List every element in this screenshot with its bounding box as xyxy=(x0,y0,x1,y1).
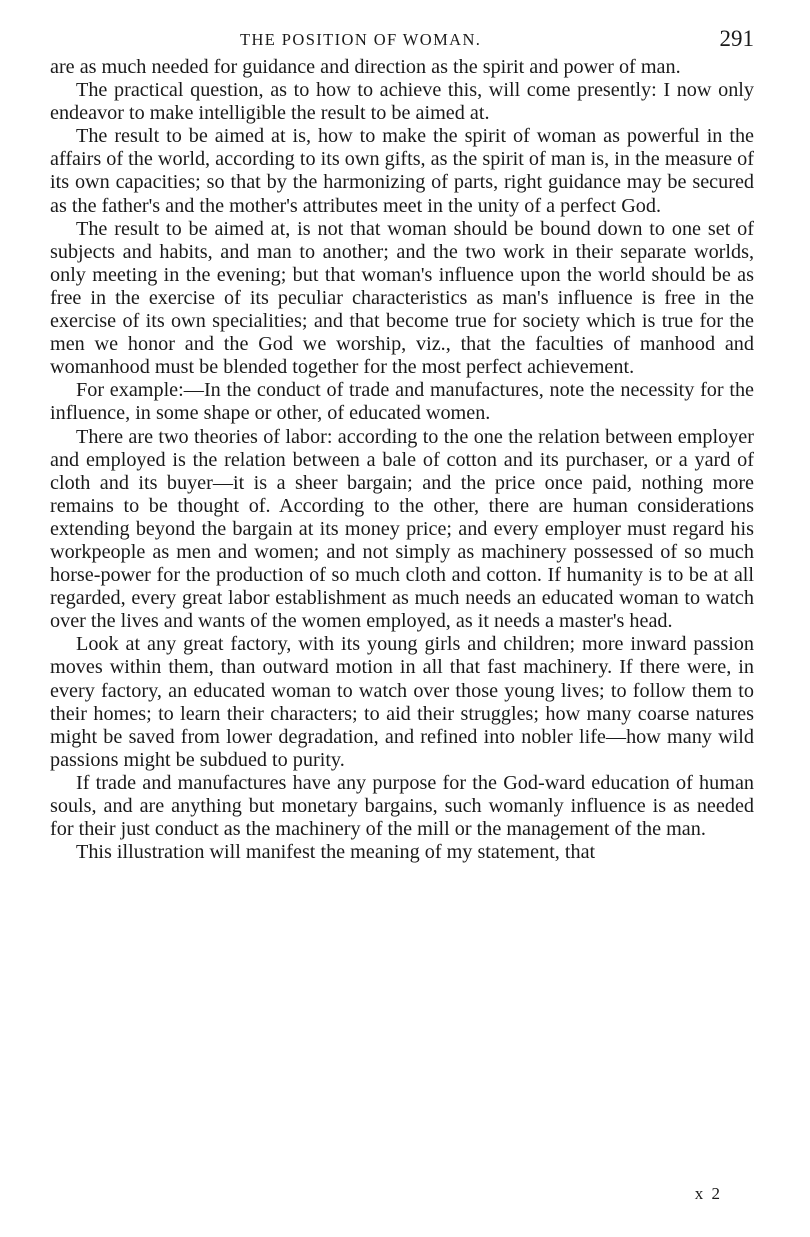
paragraph: are as much needed for guidance and direction as the spirit and power of man. xyxy=(50,56,681,78)
paragraph: The practical question, as to how to achieve this, will come presently: I now only endeavor to make intelligible the result to be aimed at. xyxy=(50,79,754,125)
paragraph: There are two theories of labor: according to the one the relation between employer and employed is the relation between a bale of cotton and its purchaser, or a yard of cloth and its buyer—it is a sheer bargain; and the price once paid, nothing more remains to be thought of. According to the other, there are human considerations extending beyond the bargain at its money price; and every employer must regard his workpeople as men and women; and not simply as machinery possessed of so much horse-power for the production of so much cloth and cotton. If humanity is to be at all regarded, every great labor establishment as much needs an educated woman to watch over the lives and wants of the women employed, as it needs a master's head. xyxy=(50,425,754,633)
paragraph: For example:—In the conduct of trade and manufactures, note the necessity for the influence, in some shape or other, of educated women. xyxy=(50,379,754,425)
paragraph: This illustration will manifest the meaning of my statement, that xyxy=(76,841,596,864)
running-title: THE POSITION OF WOMAN. xyxy=(240,30,482,49)
paragraph: If trade and manufactures have any purpose for the God-ward education of human souls, and are anything but monetary bargains, such womanly influence is as needed for their just conduct as the machinery of the mill or the management of the man. xyxy=(50,771,754,841)
body-text xyxy=(50,56,754,864)
paragraph: The result to be aimed at is, how to make the spirit of woman as powerful in the affairs of the world, according to its own gifts, as the spirit of man is, in the measure of its own capacities; so that by the harmonizing of parts, right guidance may be secured as the father's and the mother's attributes meet in the unity of a perfect God. xyxy=(50,125,754,217)
signature-mark: x 2 xyxy=(694,1184,722,1203)
running-head xyxy=(50,26,754,56)
book-page xyxy=(50,26,754,864)
page-number: 291 xyxy=(719,26,754,51)
paragraph: The result to be aimed at, is not that woman should be bound down to one set of subjects and habits, and man to another; and the two work in their separate worlds, only meeting in the evening; but that woman's influence upon the world should be as free in the exercise of its peculiar characteristics as man's influence is free in the exercise of its own specialities; and that become true for society which is true for the men we honor and the God we worship, viz., that the faculties of manhood and womanhood must be blended together for the most perfect achievement. xyxy=(50,217,754,379)
paragraph: Look at any great factory, with its young girls and children; more inward passion moves within them, than outward motion in all that fast machinery. If there were, in every factory, an educated woman to watch over those young lives; to follow them to their homes; to learn their characters; to aid their struggles; how many coarse natures might be saved from lower degradation, and refined into nobler life—how many wild passions might be subdued to purity. xyxy=(50,633,754,771)
